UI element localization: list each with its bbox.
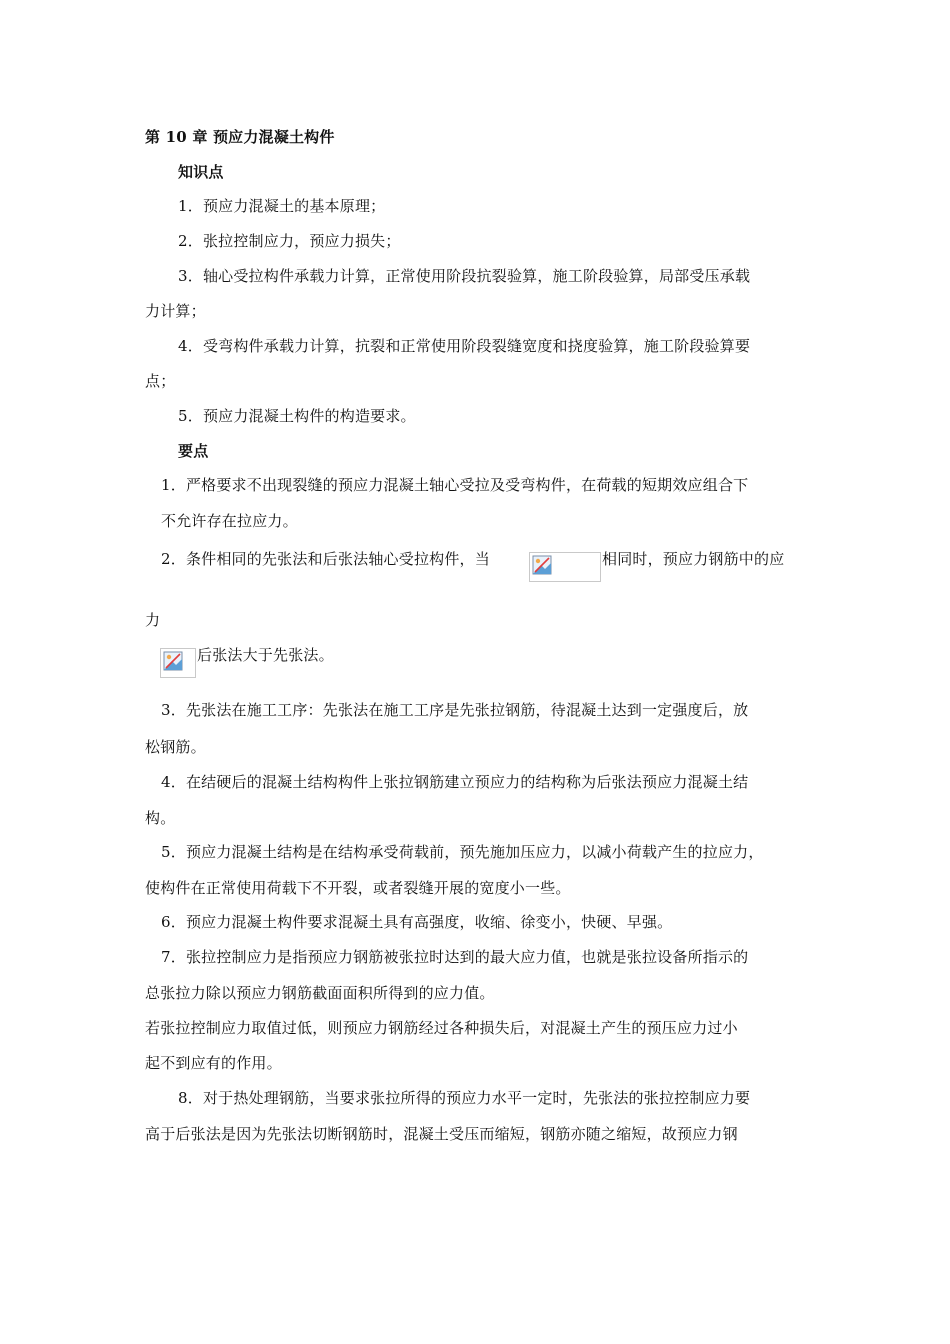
point-line: 1．严格要求不出现裂缝的预应力混凝土轴心受拉及受弯构件，在荷载的短期效应组合下: [161, 476, 749, 494]
point-line-cont: 构。: [145, 809, 176, 827]
point-line-cont: 使构件在正常使用荷载下不开裂，或者裂缝开展的宽度小一些。: [145, 879, 571, 897]
point-line: 8．对于热处理钢筋，当要求张拉所得的预应力水平一定时，先张法的张拉控制应力要: [178, 1089, 751, 1107]
point-line-cont: 松钢筋。: [145, 738, 206, 756]
knowledge-item: 4．受弯构件承载力计算，抗裂和正常使用阶段裂缝宽度和挠度验算，施工阶段验算要: [178, 337, 751, 355]
point-line: 6．预应力混凝土构件要求混凝土具有高强度，收缩、徐变小，快硬、早强。: [161, 913, 673, 931]
point-line-cont: 力: [145, 611, 161, 629]
chapter-title: 第 10 章 预应力混凝土构件: [145, 128, 335, 146]
knowledge-item: 1．预应力混凝土的基本原理；: [178, 197, 386, 215]
point-line: 5．预应力混凝土结构是在结构承受荷载前，预先施加压应力，以减小荷载产生的拉应力，: [161, 843, 764, 861]
knowledge-item-cont: 点；: [145, 372, 176, 390]
point-line-after-image: 相同时，预应力钢筋中的应: [602, 550, 785, 568]
point-line-cont: 总张拉力除以预应力钢筋截面面积所得到的应力值。: [145, 984, 495, 1002]
knowledge-item-cont: 力计算；: [145, 302, 206, 320]
knowledge-heading: 知识点: [178, 163, 224, 181]
point-line-cont: 后张法大于先张法。: [197, 646, 334, 664]
point-line-cont: 高于后张法是因为先张法切断钢筋时，混凝土受压而缩短，钢筋亦随之缩短，故预应力钢: [145, 1125, 738, 1143]
broken-image-icon: [529, 552, 601, 582]
point-line-cont: 不允许存在拉应力。: [161, 512, 298, 530]
point-line: 3．先张法在施工工序：先张法在施工工序是先张拉钢筋，待混凝土达到一定强度后，放: [161, 701, 749, 719]
points-heading: 要点: [178, 442, 209, 460]
point-line: 4．在结硬后的混凝土结构构件上张拉钢筋建立预应力的结构称为后张法预应力混凝土结: [161, 773, 749, 791]
knowledge-item: 3．轴心受拉构件承载力计算，正常使用阶段抗裂验算，施工阶段验算，局部受压承载: [178, 267, 751, 285]
point-line: 2．条件相同的先张法和后张法轴心受拉构件，当: [161, 550, 490, 568]
knowledge-item: 5．预应力混凝土构件的构造要求。: [178, 407, 416, 425]
point-line: 7．张拉控制应力是指预应力钢筋被张拉时达到的最大应力值，也就是张拉设备所指示的: [161, 948, 749, 966]
point-line-cont: 起不到应有的作用。: [145, 1054, 282, 1072]
knowledge-item: 2．张拉控制应力，预应力损失；: [178, 232, 401, 250]
broken-image-icon: [160, 648, 196, 678]
point-line-cont: 若张拉控制应力取值过低，则预应力钢筋经过各种损失后，对混凝土产生的预压应力过小: [145, 1019, 738, 1037]
